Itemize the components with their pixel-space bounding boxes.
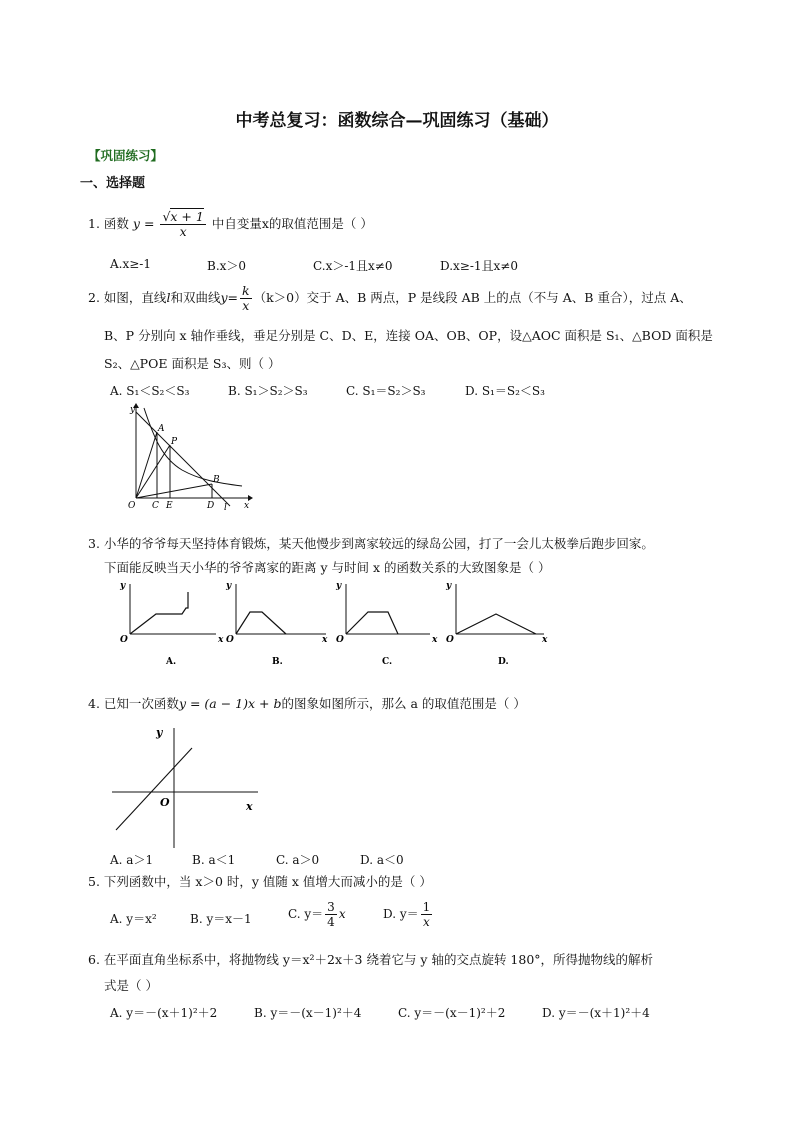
q4-pre: 已知一次函数 — [103, 696, 179, 711]
q1-option-a: A.x≥-1 — [110, 257, 151, 271]
q5-option-c-post: x — [338, 907, 346, 921]
q6-number: 6. — [88, 952, 100, 967]
q3-b-caption: B. — [272, 657, 283, 667]
q2-line1b: 和双曲线 — [170, 290, 221, 305]
q2-figure — [122, 400, 258, 512]
q3-c-label-o: O — [336, 635, 344, 645]
q2-label-a: A — [158, 424, 165, 434]
q2-k: k — [242, 283, 250, 298]
q2-y: y — [220, 290, 228, 305]
q1-y: y — [132, 216, 140, 231]
q3-c-caption: C. — [382, 657, 393, 667]
q6-option-a: A. y＝－(x＋1)²＋2 — [110, 1006, 218, 1020]
q2-segment-op — [136, 445, 170, 498]
q1-denominator: x — [179, 224, 187, 239]
q1-eq: = — [143, 216, 155, 231]
q2-label-b: B — [213, 475, 220, 485]
q3-graph-a — [119, 581, 224, 667]
q3-b-curve — [236, 612, 286, 634]
q5-option-c — [288, 900, 346, 929]
q5-option-d-pre: D. y＝ — [383, 907, 419, 921]
q5-d-den: x — [423, 915, 430, 929]
q2-eq: = — [227, 290, 238, 305]
q4-number: 4. — [88, 696, 100, 711]
q2-line1a: 如图，直线 — [103, 290, 167, 305]
q3-c-curve — [346, 612, 398, 634]
q2-l: l — [166, 290, 171, 305]
q5-c-den: 4 — [327, 915, 335, 929]
q1-radicand: x + 1 — [170, 209, 204, 224]
question-5 — [88, 872, 432, 890]
q5-option-c-pre: C. y＝ — [288, 907, 324, 921]
q2-option-c: C. S₁＝S₂＞S₃ — [346, 384, 426, 398]
q1-option-c: C.x＞-1且x≠0 — [313, 259, 393, 273]
q6-option-d: D. y＝－(x＋1)²＋4 — [542, 1006, 650, 1020]
q5-option-a: A. y＝x² — [110, 912, 157, 926]
q2-option-d: D. S₁＝S₂＜S₃ — [465, 384, 545, 398]
page-title: 中考总复习：函数综合—巩固练习（基础） — [235, 111, 559, 131]
q1-numerator — [160, 210, 205, 225]
q2-option-b: B. S₁＞S₂＞S₃ — [228, 384, 308, 398]
q2-label-x: x — [244, 501, 250, 511]
q2-label-e: E — [166, 501, 173, 511]
question-2 — [88, 284, 692, 313]
question-6 — [88, 950, 653, 968]
q4-line — [116, 748, 192, 830]
q6-line2: 式是（ ） — [104, 978, 158, 993]
q3-a-label-y: y — [120, 581, 126, 591]
q3-graph-b — [225, 581, 328, 667]
q5-number: 5. — [88, 874, 100, 889]
q2-line1c: （k＞0）交于 A、B 两点，P 是线段 AB 上的点（不与 A、B 重合），过点 A、 — [253, 290, 692, 305]
q1-pre: 函数 — [103, 216, 129, 231]
q2-number: 2. — [88, 290, 100, 305]
q4-label-y: y — [156, 726, 163, 739]
q2-label-p: P — [171, 437, 178, 447]
q3-c-label-y: y — [336, 581, 342, 591]
q4-post: 的图象如图所示，那么 a 的取值范围是（ ） — [281, 696, 526, 711]
q3-a-curve — [130, 592, 188, 634]
q4-option-a: A. a＞1 — [110, 853, 154, 867]
q3-a-caption: A. — [166, 657, 177, 667]
q3-d-label-y: y — [446, 581, 452, 591]
q6-line1: 在平面直角坐标系中，将抛物线 y＝x²＋2x＋3 绕着它与 y 轴的交点旋转 180°，所得抛物线的解析 — [103, 952, 654, 967]
question-1 — [88, 210, 373, 239]
q3-a-label-x: x — [218, 635, 224, 645]
q3-line2: 下面能反映当天小华的爷爷离家的距离 y 与时间 x 的函数关系的大致图象是（ ） — [104, 560, 551, 575]
q3-b-label-o: O — [226, 635, 234, 645]
subsection-heading: 一、选择题 — [80, 176, 146, 191]
q3-d-curve — [456, 614, 536, 634]
q1-fraction — [160, 210, 205, 239]
q3-b-label-x: x — [322, 635, 328, 645]
q3-d-label-o: O — [446, 635, 454, 645]
q3-graph-d — [445, 581, 548, 667]
q1-sqrt-sign: √ — [162, 209, 171, 224]
q3-d-label-x: x — [542, 635, 548, 645]
q3-number: 3. — [88, 536, 100, 551]
q3-a-label-o: O — [120, 635, 128, 645]
q2-label-y: y — [130, 405, 136, 415]
q5-option-d — [383, 900, 434, 929]
q3-b-label-y: y — [226, 581, 232, 591]
question-3 — [88, 534, 654, 552]
q4-expr: y = (a − 1)x + b — [178, 696, 282, 711]
q6-option-c: C. y＝－(x－1)²＋2 — [398, 1006, 506, 1020]
q4-label-o: O — [160, 796, 170, 809]
section-heading: 【巩固练习】 — [88, 148, 164, 163]
q5-c-num: 3 — [327, 900, 335, 914]
q2-x: x — [242, 298, 250, 313]
q2-line2: B、P 分别向 x 轴作垂线，垂足分别是 C、D、E，连接 OA、OB、OP，设△AOC 面积是 S₁、△BOD 面积是 — [104, 328, 713, 343]
q2-label-l: l — [224, 503, 227, 512]
q4-figure — [108, 718, 268, 850]
q1-option-d: D.x≥-1且x≠0 — [440, 259, 518, 273]
q2-label-d: D — [207, 501, 215, 511]
q2-line3: S₂、△POE 面积是 S₃、则（ ） — [104, 356, 281, 371]
q1-number: 1. — [88, 216, 100, 231]
q5-option-b: B. y＝x－1 — [190, 912, 252, 926]
q2-label-o: O — [128, 501, 136, 511]
q5-d-num: 1 — [422, 900, 431, 914]
q1-option-b: B.x＞0 — [207, 259, 247, 273]
q3-c-label-x: x — [432, 635, 438, 645]
q5-text: 下列函数中，当 x＞0 时，y 值随 x 值增大而减小的是（ ） — [103, 874, 432, 889]
q4-option-d: D. a＜0 — [360, 853, 404, 867]
q5-option-d-fraction — [421, 900, 433, 929]
q2-segment-ob — [136, 484, 212, 498]
q3-graph-c — [335, 581, 438, 667]
q3-graphs — [112, 578, 552, 670]
q2-fraction — [240, 284, 252, 313]
q2-hyperbola — [144, 408, 242, 486]
q2-label-c: C — [152, 501, 159, 511]
q2-option-a: A. S₁＜S₂＜S₃ — [110, 384, 190, 398]
q4-option-b: B. a＜1 — [192, 853, 236, 867]
q2-segment-oa — [136, 432, 157, 498]
q5-option-c-fraction — [325, 900, 337, 929]
q1-post: 中自变量x的取值范围是（ ） — [211, 216, 373, 231]
q3-d-caption: D. — [498, 657, 509, 667]
q6-option-b: B. y＝－(x－1)²＋4 — [254, 1006, 362, 1020]
question-4 — [88, 694, 526, 712]
q4-label-x: x — [246, 800, 253, 813]
q3-line1: 小华的爷爷每天坚持体育锻炼，某天他慢步到离家较远的绿岛公园，打了一会儿太极拳后跑步回家。 — [103, 536, 654, 551]
q4-option-c: C. a＞0 — [276, 853, 320, 867]
